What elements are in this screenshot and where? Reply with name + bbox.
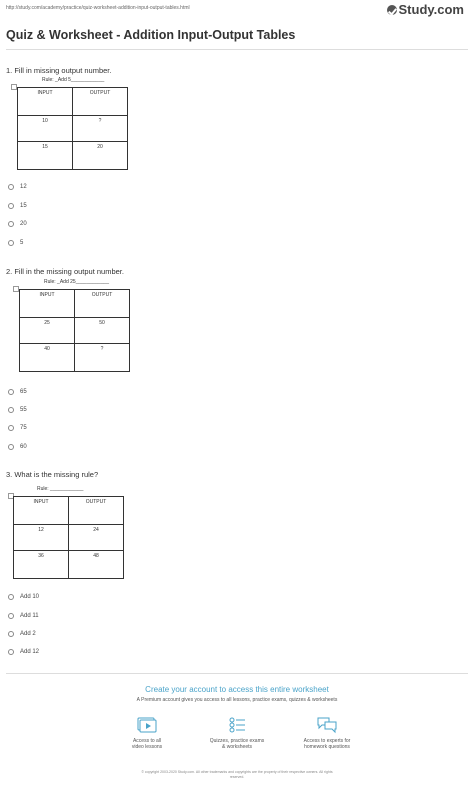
logo-text: Study.com bbox=[398, 2, 464, 17]
option-label: 20 bbox=[20, 221, 27, 227]
feature-line: Access to all bbox=[132, 738, 162, 744]
table-cell: 24 bbox=[69, 525, 124, 551]
radio-button[interactable] bbox=[8, 221, 14, 227]
answer-option[interactable] bbox=[8, 649, 39, 655]
radio-button[interactable] bbox=[8, 649, 14, 655]
option-label: Add 10 bbox=[20, 594, 40, 600]
title-divider bbox=[6, 49, 468, 50]
copyright-line: reserved. bbox=[229, 775, 245, 779]
option-label: Add 11 bbox=[20, 613, 39, 619]
copyright-line: © copyright 2003-2020 Study.com. All other trademarks and copyrights are the property of their respective owners. All rights bbox=[141, 770, 333, 774]
copyright bbox=[0, 770, 474, 780]
answer-option[interactable] bbox=[8, 221, 27, 227]
answer-option[interactable] bbox=[8, 240, 23, 246]
option-label: Add 12 bbox=[20, 649, 40, 655]
table-cell: ? bbox=[75, 344, 130, 372]
radio-button[interactable] bbox=[8, 389, 14, 395]
question-2-table bbox=[19, 289, 130, 372]
option-label: 12 bbox=[20, 184, 27, 190]
feature-line: Access to experts for bbox=[303, 738, 351, 744]
option-label: 60 bbox=[20, 444, 27, 450]
table-header-output: OUTPUT bbox=[69, 497, 124, 525]
answer-option[interactable] bbox=[8, 444, 27, 450]
radio-button[interactable] bbox=[8, 444, 14, 450]
table-cell: 40 bbox=[20, 344, 75, 372]
feature-experts bbox=[282, 716, 372, 750]
cta-divider bbox=[6, 673, 468, 674]
question-1-rule: Rule: _Add 5____________ bbox=[42, 77, 105, 83]
radio-button[interactable] bbox=[8, 240, 14, 246]
cta-title-link[interactable]: Create your account to access this entire worksheet bbox=[145, 685, 329, 694]
answer-option[interactable] bbox=[8, 594, 39, 600]
feature-line: video lessons bbox=[131, 744, 163, 750]
option-label: 5 bbox=[20, 240, 24, 246]
page-title: Quiz & Worksheet - Addition Input-Output Tables bbox=[6, 28, 296, 42]
table-cell: 50 bbox=[75, 318, 130, 344]
table-cell: ? bbox=[73, 116, 128, 142]
answer-option[interactable] bbox=[8, 184, 27, 190]
study-logo[interactable] bbox=[387, 2, 465, 17]
page-url: http://study.com/academy/practice/quiz-worksheet-addition-input-output-tables.html bbox=[6, 5, 190, 11]
question-2-text: 2. Fill in the missing output number. bbox=[6, 267, 124, 276]
question-3-rule: Rule: ____________ bbox=[37, 486, 84, 492]
question-1-table bbox=[17, 87, 128, 170]
answer-option[interactable] bbox=[8, 203, 27, 209]
option-label: 55 bbox=[20, 407, 27, 413]
table-header-input: INPUT bbox=[14, 497, 69, 525]
answer-option[interactable] bbox=[8, 425, 27, 431]
option-label: 65 bbox=[20, 389, 27, 395]
answer-option[interactable] bbox=[8, 407, 27, 413]
question-1-text: 1. Fill in missing output number. bbox=[6, 66, 112, 75]
option-label: 15 bbox=[20, 203, 27, 209]
feature-line: homework questions bbox=[304, 744, 350, 750]
table-header-input: INPUT bbox=[18, 88, 73, 116]
table-header-output: OUTPUT bbox=[73, 88, 128, 116]
logo-check-icon bbox=[387, 5, 397, 15]
quiz-checklist-icon bbox=[226, 716, 248, 734]
table-cell: 15 bbox=[18, 142, 73, 170]
option-label: Add 2 bbox=[20, 631, 36, 637]
feature-quizzes bbox=[192, 716, 282, 750]
table-header-output: OUTPUT bbox=[75, 290, 130, 318]
feature-line: & worksheets bbox=[221, 744, 252, 750]
table-cell: 20 bbox=[73, 142, 128, 170]
feature-line: Quizzes, practice exams bbox=[209, 738, 265, 744]
radio-button[interactable] bbox=[8, 613, 14, 619]
feature-video-lessons bbox=[102, 716, 192, 750]
video-lessons-icon bbox=[136, 716, 158, 734]
radio-button[interactable] bbox=[8, 203, 14, 209]
radio-button[interactable] bbox=[8, 594, 14, 600]
table-cell: 36 bbox=[14, 551, 69, 579]
expert-chat-icon bbox=[316, 716, 338, 734]
answer-option[interactable] bbox=[8, 631, 36, 637]
table-header-input: INPUT bbox=[20, 290, 75, 318]
question-3-table bbox=[13, 496, 124, 579]
radio-button[interactable] bbox=[8, 425, 14, 431]
table-cell: 48 bbox=[69, 551, 124, 579]
table-cell: 25 bbox=[20, 318, 75, 344]
table-cell: 10 bbox=[18, 116, 73, 142]
question-3-text: 3. What is the missing rule? bbox=[6, 470, 99, 479]
question-2-rule: Rule: _Add 25____________ bbox=[44, 279, 110, 285]
cta-subtitle: A Premium account gives you access to all lessons, practice exams, quizzes & worksheets bbox=[136, 697, 338, 703]
radio-button[interactable] bbox=[8, 407, 14, 413]
answer-option[interactable] bbox=[8, 389, 27, 395]
radio-button[interactable] bbox=[8, 184, 14, 190]
option-label: 75 bbox=[20, 425, 27, 431]
radio-button[interactable] bbox=[8, 631, 14, 637]
table-cell: 12 bbox=[14, 525, 69, 551]
answer-option[interactable] bbox=[8, 613, 39, 619]
